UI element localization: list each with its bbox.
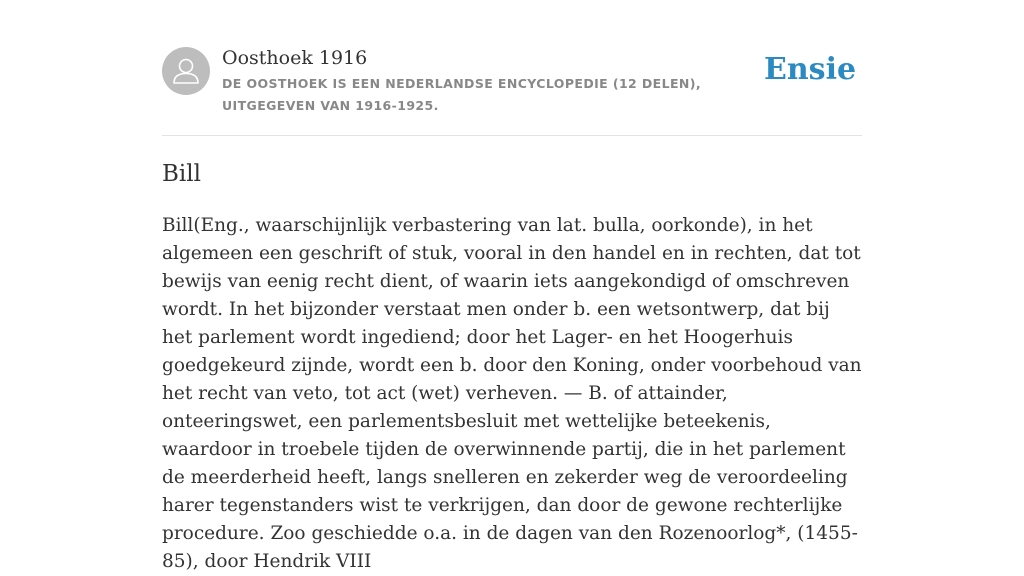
source-avatar[interactable] bbox=[162, 47, 210, 95]
source-description: DE OOSTHOEK IS EEN NEDERLANDSE ENCYCLOPEDIE (12 DELEN), UITGEGEVEN VAN 1916-1925. bbox=[222, 76, 702, 113]
entry-title: Bill bbox=[162, 161, 201, 187]
source-title[interactable]: Oosthoek 1916 bbox=[222, 47, 368, 69]
source-header bbox=[162, 46, 862, 136]
brand-logo[interactable]: Ensie bbox=[764, 52, 857, 87]
entry-body: Bill(Eng., waarschijnlijk verbastering van lat. bulla, oorkonde), in het algemeen een geschrift of stuk, vooral in den handel en in rechten, dat tot bewijs van eenig recht dient, of waarin iets aangekondigd of omschreven wordt. In het bijzonder verstaat men onder b. een wetsontwerp, dat bij het parlement wordt ingediend; door het Lager- en het Hoogerhuis goedgekeurd zijnde, wordt een b. door den Koning, onder voorbehoud van het recht van veto, tot act (wet) verheven. — B. of attainder, onteeringswet, een parlementsbesluit met wettelijke beteekenis, waardoor in troebele tijden de overwinnende partij, die in het parlement de meerderheid heeft, langs snelleren en zekerder weg de veroordeeling harer tegenstanders wist te verkrijgen, dan door de gewone rechterlijke procedure. Zoo geschiedde o.a. in de dagen van den Rozenoorlog*, (1455-85), door Hendrik VIII bbox=[162, 215, 862, 572]
header-divider bbox=[162, 135, 862, 136]
user-icon bbox=[162, 47, 210, 95]
